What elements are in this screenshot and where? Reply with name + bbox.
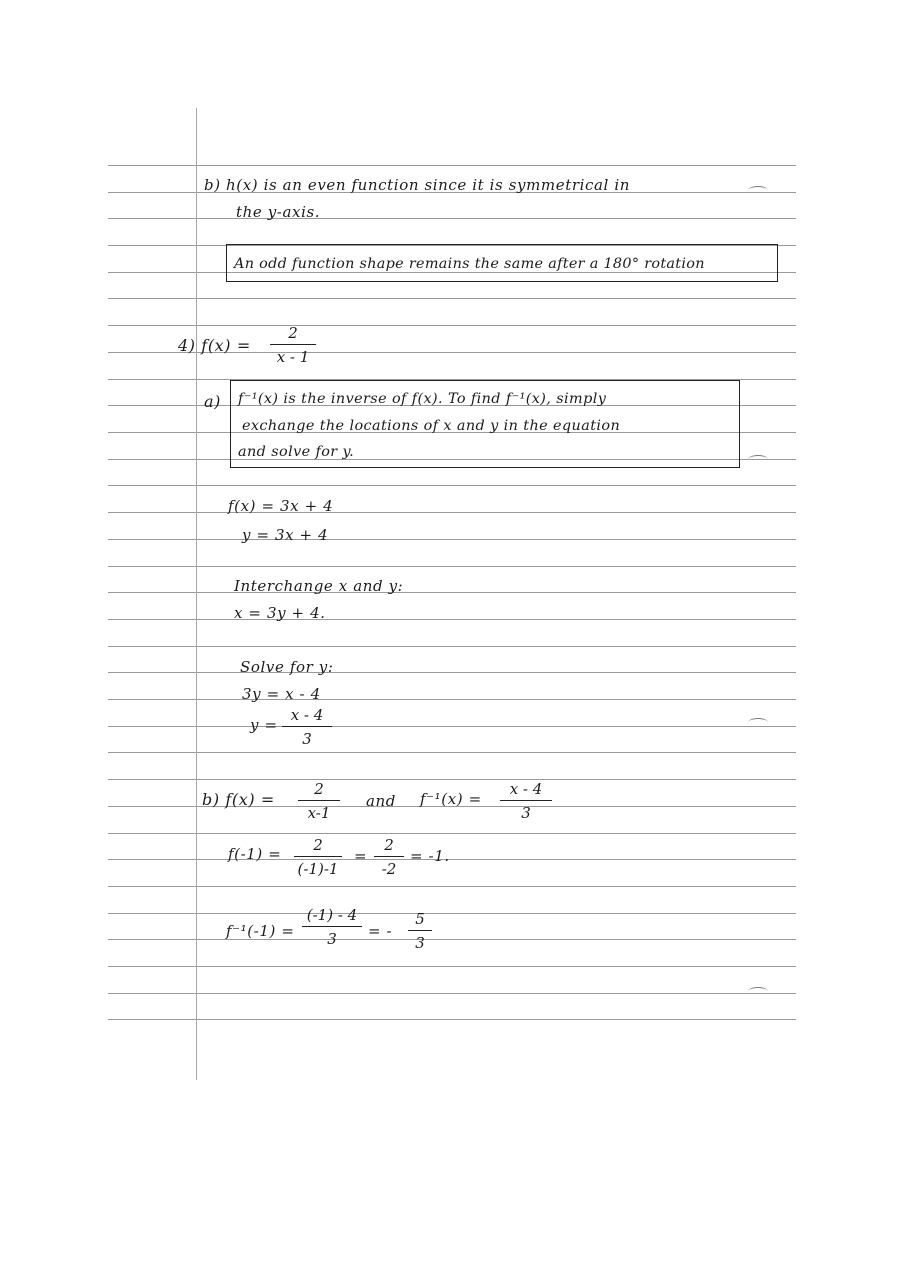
q4b-f-denominator: x-1: [307, 804, 331, 823]
step-y: y = 3x + 4: [242, 526, 329, 544]
binder-mark: [748, 718, 768, 727]
eval-finv-equals: = -: [368, 922, 393, 940]
q4-fraction: [270, 324, 316, 366]
eval-f-numerator: 2: [313, 836, 323, 854]
q4b-finv-numerator: x - 4: [509, 780, 543, 798]
rule-line: [108, 485, 796, 486]
rule-line: [108, 779, 796, 780]
interchange-heading: Interchange x and y:: [234, 577, 404, 595]
inverse-note-line3: and solve for y.: [238, 444, 355, 460]
eval-f-denominator2: -2: [381, 860, 397, 879]
rule-line: [108, 966, 796, 967]
q4-numerator: 2: [288, 324, 298, 342]
rule-line: [108, 699, 796, 700]
margin-line: [196, 108, 197, 1080]
odd-function-note: An odd function shape remains the same after a 180° rotation: [234, 256, 705, 272]
rule-line: [108, 165, 796, 166]
rule-line: [108, 592, 796, 593]
q4b-and: and: [366, 792, 397, 810]
q4b-finv-denominator: 3: [521, 804, 531, 823]
q4a-label: a): [204, 392, 221, 411]
rule-line: [108, 646, 796, 647]
rule-line: [108, 859, 796, 860]
rule-line: [108, 886, 796, 887]
eval-finv-denominator2: 3: [415, 934, 425, 953]
rule-line: [108, 566, 796, 567]
rule-line: [108, 672, 796, 673]
eval-finv-numerator: (-1) - 4: [306, 906, 358, 924]
result-fraction: [282, 706, 332, 748]
q4b-f-numerator: 2: [314, 780, 324, 798]
q4b-finv-label: f⁻¹(x) =: [420, 790, 482, 808]
rule-line: [108, 833, 796, 834]
rule-line: [108, 325, 796, 326]
eval-finv-lhs: f⁻¹(-1) =: [226, 922, 295, 940]
eval-finv-denominator: 3: [327, 930, 337, 949]
h-even-line1: b) h(x) is an even function since it is symmetrical in: [204, 176, 630, 194]
eval-f-denominator: (-1)-1: [297, 860, 339, 879]
result-numerator: x - 4: [290, 706, 324, 724]
inverse-note-line1: f⁻¹(x) is the inverse of f(x). To find f⁻¹(x), simply: [238, 391, 607, 407]
rule-line: [108, 619, 796, 620]
rule-line: [108, 993, 796, 994]
eval-f-equals: =: [354, 847, 368, 865]
result-lhs: y =: [250, 716, 278, 734]
rule-line: [108, 752, 796, 753]
rule-line: [108, 298, 796, 299]
inverse-note-line2: exchange the locations of x and y in the equation: [242, 418, 621, 434]
eval-f-fraction1: [294, 836, 342, 878]
result-denominator: 3: [302, 730, 312, 749]
rule-line: [108, 512, 796, 513]
q4b-f-fraction: [298, 780, 340, 822]
binder-mark: [748, 186, 768, 195]
q4-label: 4) f(x) =: [178, 336, 251, 355]
eval-f-lhs: f(-1) =: [228, 845, 282, 863]
rule-line: [108, 539, 796, 540]
step-fx: f(x) = 3x + 4: [228, 497, 334, 515]
rule-line: [108, 726, 796, 727]
rule-line: [108, 939, 796, 940]
eval-finv-fraction2: [408, 910, 432, 952]
rule-line: [108, 913, 796, 914]
q4b-label: b) f(x) =: [202, 790, 275, 809]
eval-finv-numerator2: 5: [415, 910, 425, 928]
binder-mark: [748, 987, 768, 996]
eval-f-result: = -1.: [410, 847, 450, 865]
q4b-finv-fraction: [500, 780, 552, 822]
h-even-line2: the y-axis.: [236, 203, 321, 221]
rule-line: [108, 1019, 796, 1020]
step-3y: 3y = x - 4: [242, 685, 321, 703]
binder-mark: [748, 455, 768, 464]
q4-denominator: x - 1: [276, 348, 310, 367]
rule-line: [108, 218, 796, 219]
step-x: x = 3y + 4.: [234, 604, 326, 622]
eval-finv-fraction1: [302, 906, 362, 948]
eval-f-fraction2: [374, 836, 404, 878]
solve-heading: Solve for y:: [240, 658, 334, 676]
eval-f-numerator2: 2: [384, 836, 394, 854]
